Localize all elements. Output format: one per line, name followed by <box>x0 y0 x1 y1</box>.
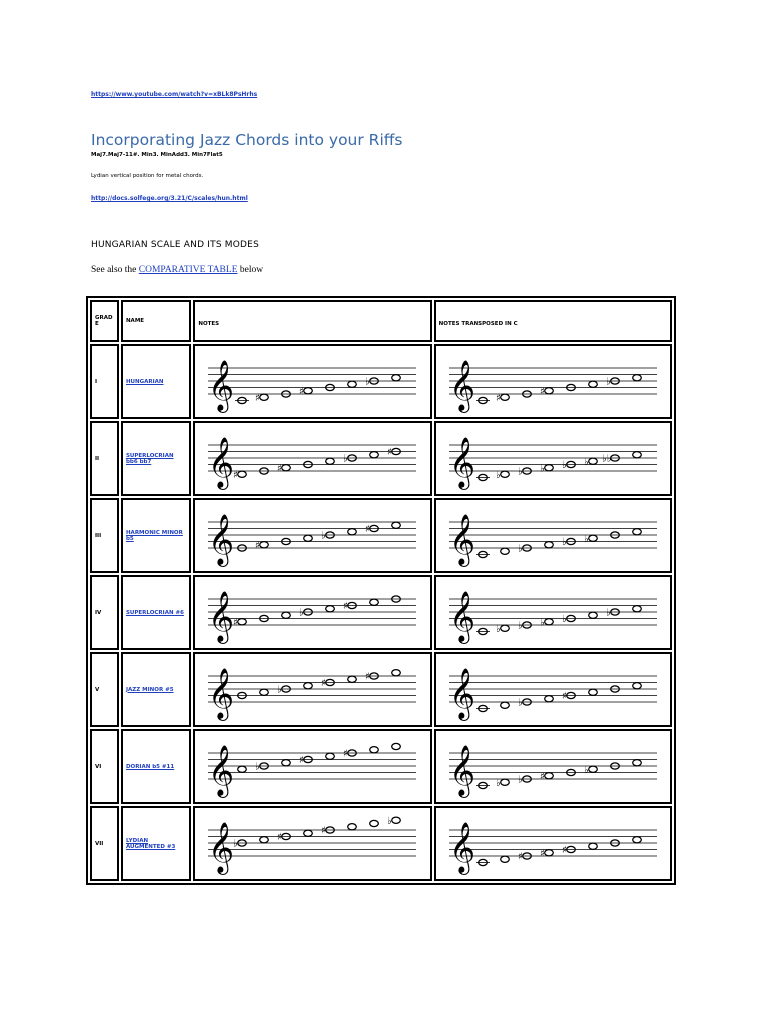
whole-note-icon <box>282 759 291 765</box>
whole-note-icon <box>544 772 553 778</box>
flat-icon: ♭ <box>495 469 501 481</box>
flat-icon: ♭ <box>277 684 283 695</box>
see-also-prefix: See also the <box>91 265 139 275</box>
whole-note-icon <box>304 830 313 836</box>
whole-note-icon <box>392 522 401 528</box>
whole-note-icon <box>588 766 597 772</box>
transposed-staff <box>445 427 665 491</box>
mode-name-link[interactable]: JAZZ MINOR #5 <box>125 686 174 693</box>
sharp-icon: ♯ <box>321 825 327 836</box>
name-cell <box>121 575 191 650</box>
flat-icon: ♭ <box>495 777 501 789</box>
page-title: Incorporating Jazz Chords into your Riffs <box>91 131 403 149</box>
name-cell <box>121 729 191 804</box>
flat-icon: ♭♭ <box>601 453 612 464</box>
whole-note-icon <box>500 471 509 477</box>
flat-icon: ♭ <box>255 761 261 772</box>
transposed-staff <box>445 735 665 799</box>
treble-clef-icon: 𝄞 <box>448 359 475 411</box>
whole-note-icon <box>348 823 357 829</box>
see-also-suffix: below <box>237 265 264 275</box>
table-row <box>90 575 672 650</box>
grade-cell: II <box>90 421 119 496</box>
treble-clef-icon: 𝄞 <box>448 821 475 873</box>
whole-note-icon <box>238 766 247 772</box>
solfege-link[interactable]: http://docs.solfege.org/3.21/C/scales/hun.html <box>91 195 248 202</box>
sharp-icon: ♯ <box>321 677 327 689</box>
transposed-cell <box>434 729 672 804</box>
sharp-icon: ♯ <box>255 392 261 404</box>
flat-icon: ♭ <box>561 536 567 548</box>
whole-note-icon <box>544 541 553 547</box>
whole-note-icon <box>544 387 553 393</box>
transposed-staff <box>445 581 665 645</box>
flat-icon: ♭ <box>495 623 501 635</box>
table-row <box>90 652 672 727</box>
flat-icon: ♭ <box>299 607 305 618</box>
treble-clef-icon: 𝄞 <box>448 667 475 719</box>
treble-clef-icon: 𝄞 <box>208 744 235 796</box>
section-heading: HUNGARIAN SCALE AND ITS MODES <box>91 240 259 250</box>
whole-note-icon <box>632 682 641 688</box>
treble-clef-icon: 𝄞 <box>448 744 475 796</box>
whole-note-icon <box>500 548 509 554</box>
sharp-icon: ♯ <box>539 847 545 859</box>
table-row <box>90 498 672 573</box>
sharp-icon: ♯ <box>299 754 305 766</box>
chords-line: Maj7.Maj7-11#. Min3. MinAdd3. Min7Flat5 <box>91 152 223 158</box>
name-cell <box>121 652 191 727</box>
whole-note-icon <box>588 458 597 464</box>
name-cell <box>121 421 191 496</box>
transposed-staff <box>445 812 665 876</box>
flat-icon: ♭ <box>539 462 545 474</box>
flat-icon: ♭ <box>583 764 589 776</box>
flat-icon: ♭ <box>321 530 327 541</box>
lydian-note: Lydian vertical position for metal chords. <box>91 173 204 179</box>
grade-cell: IV <box>90 575 119 650</box>
treble-clef-icon: 𝄞 <box>208 513 235 565</box>
sharp-icon: ♯ <box>277 831 283 843</box>
notes-cell <box>193 806 431 881</box>
table-row <box>90 729 672 804</box>
notes-cell <box>193 729 431 804</box>
notes-cell <box>193 498 431 573</box>
whole-note-icon <box>238 471 247 477</box>
flat-icon: ♭ <box>387 815 393 827</box>
notes-staff <box>204 427 424 491</box>
mode-name-link[interactable]: DORIAN b5 #11 <box>125 763 175 770</box>
sharp-icon: ♯ <box>277 462 283 474</box>
whole-note-icon <box>348 381 357 387</box>
header-transposed: NOTES TRANSPOSED IN C <box>434 300 672 342</box>
notes-cell <box>193 344 431 419</box>
notes-cell <box>193 575 431 650</box>
whole-note-icon <box>326 458 335 464</box>
see-also-line <box>91 265 263 275</box>
whole-note-icon <box>588 689 597 695</box>
flat-icon: ♭ <box>517 620 523 631</box>
whole-note-icon <box>348 676 357 682</box>
whole-note-icon <box>632 374 641 380</box>
sharp-icon: ♯ <box>561 844 567 856</box>
flat-icon: ♭ <box>365 376 371 387</box>
whole-note-icon <box>282 464 291 470</box>
flat-icon: ♭ <box>539 616 545 628</box>
transposed-cell <box>434 652 672 727</box>
whole-note-icon <box>370 451 379 457</box>
whole-note-icon <box>588 535 597 541</box>
notes-staff <box>204 658 424 722</box>
whole-note-icon <box>500 779 509 785</box>
treble-clef-icon: 𝄞 <box>208 590 235 642</box>
sharp-icon: ♯ <box>255 539 261 551</box>
name-cell <box>121 498 191 573</box>
grade-cell: VII <box>90 806 119 881</box>
treble-clef-icon: 𝄞 <box>448 436 475 488</box>
notes-staff <box>204 350 424 414</box>
sharp-icon: ♯ <box>365 671 371 682</box>
grade-cell: VI <box>90 729 119 804</box>
flat-icon: ♭ <box>561 613 567 625</box>
flat-icon: ♭ <box>517 543 523 554</box>
sharp-icon: ♯ <box>365 523 371 535</box>
notes-staff <box>204 735 424 799</box>
flat-icon: ♭ <box>605 607 611 618</box>
mode-name-link[interactable]: HUNGARIAN <box>125 378 164 385</box>
whole-note-icon <box>348 528 357 534</box>
flat-icon: ♭ <box>517 466 523 477</box>
treble-clef-icon: 𝄞 <box>208 667 235 719</box>
whole-note-icon <box>326 605 335 611</box>
whole-note-icon <box>392 743 401 749</box>
notes-cell <box>193 421 431 496</box>
whole-note-icon <box>282 612 291 618</box>
whole-note-icon <box>392 374 401 380</box>
flat-icon: ♭ <box>561 459 567 471</box>
treble-clef-icon: 𝄞 <box>448 513 475 565</box>
modes-table <box>86 296 676 885</box>
transposed-staff <box>445 658 665 722</box>
whole-note-icon <box>544 849 553 855</box>
whole-note-icon <box>588 612 597 618</box>
whole-note-icon <box>260 836 269 842</box>
sharp-icon: ♯ <box>343 600 349 612</box>
whole-note-icon <box>260 689 269 695</box>
name-cell <box>121 344 191 419</box>
mode-name-link[interactable]: SUPERLOCRIAN bb6 bb7 <box>125 452 174 465</box>
whole-note-icon <box>260 541 269 547</box>
whole-note-icon <box>500 625 509 631</box>
whole-note-icon <box>500 394 509 400</box>
treble-clef-icon: 𝄞 <box>448 590 475 642</box>
header-grade: GRAD E <box>90 300 119 342</box>
whole-note-icon <box>370 746 379 752</box>
sharp-icon: ♯ <box>495 392 501 404</box>
grade-cell: V <box>90 652 119 727</box>
flat-icon: ♭ <box>583 533 589 545</box>
mode-name-link[interactable]: HARMONIC MINOR b5 <box>125 529 183 542</box>
whole-note-icon <box>632 451 641 457</box>
whole-note-icon <box>632 528 641 534</box>
flat-icon: ♭ <box>233 838 239 849</box>
sharp-icon: ♯ <box>387 446 393 458</box>
whole-note-icon <box>500 856 509 862</box>
flat-icon: ♭ <box>343 453 349 464</box>
whole-note-icon <box>304 682 313 688</box>
whole-note-icon <box>544 464 553 470</box>
table-row <box>90 421 672 496</box>
flat-icon: ♭ <box>517 697 523 708</box>
grade-cell: I <box>90 344 119 419</box>
whole-note-icon <box>632 605 641 611</box>
whole-note-icon <box>632 759 641 765</box>
mode-name-link[interactable]: SUPERLOCRIAN #6 <box>125 609 184 616</box>
table-row <box>90 344 672 419</box>
transposed-staff <box>445 504 665 568</box>
notes-staff <box>204 812 424 876</box>
grade-cell: III <box>90 498 119 573</box>
whole-note-icon <box>588 843 597 849</box>
header-name: NAME <box>121 300 191 342</box>
notes-cell <box>193 652 431 727</box>
transposed-cell <box>434 344 672 419</box>
treble-clef-icon: 𝄞 <box>208 436 235 488</box>
flat-icon: ♭ <box>517 774 523 785</box>
transposed-cell <box>434 421 672 496</box>
whole-note-icon <box>304 535 313 541</box>
transposed-cell <box>434 806 672 881</box>
whole-note-icon <box>588 381 597 387</box>
whole-note-icon <box>392 669 401 675</box>
sharp-icon: ♯ <box>539 770 545 782</box>
whole-note-icon <box>260 394 269 400</box>
mode-name-link[interactable]: LYDIAN AUGMENTED #3 <box>125 837 176 850</box>
name-cell <box>121 806 191 881</box>
sharp-icon: ♯ <box>561 690 567 702</box>
table-header-row <box>90 300 672 342</box>
flat-icon: ♭ <box>583 456 589 468</box>
whole-note-icon <box>544 695 553 701</box>
sharp-icon: ♯ <box>233 616 239 628</box>
table-row <box>90 806 672 881</box>
sharp-icon: ♯ <box>517 851 523 862</box>
transposed-staff <box>445 350 665 414</box>
whole-note-icon <box>326 753 335 759</box>
transposed-cell <box>434 575 672 650</box>
whole-note-icon <box>500 702 509 708</box>
treble-clef-icon: 𝄞 <box>208 359 235 411</box>
whole-note-icon <box>370 820 379 826</box>
sharp-icon: ♯ <box>343 748 349 759</box>
sharp-icon: ♯ <box>299 385 305 397</box>
transposed-cell <box>434 498 672 573</box>
whole-note-icon <box>238 618 247 624</box>
youtube-link[interactable]: https://www.youtube.com/watch?v=xBLk8PsHrhs <box>91 91 258 98</box>
flat-icon: ♭ <box>605 376 611 387</box>
whole-note-icon <box>304 387 313 393</box>
whole-note-icon <box>544 618 553 624</box>
whole-note-icon <box>370 599 379 605</box>
sharp-icon: ♯ <box>233 469 239 481</box>
notes-staff <box>204 581 424 645</box>
sharp-icon: ♯ <box>539 385 545 397</box>
whole-note-icon <box>632 836 641 842</box>
notes-staff <box>204 504 424 568</box>
comparative-table-link[interactable]: COMPARATIVE TABLE <box>138 265 238 275</box>
treble-clef-icon: 𝄞 <box>208 821 235 873</box>
whole-note-icon <box>392 817 401 823</box>
header-notes: NOTES <box>193 300 431 342</box>
